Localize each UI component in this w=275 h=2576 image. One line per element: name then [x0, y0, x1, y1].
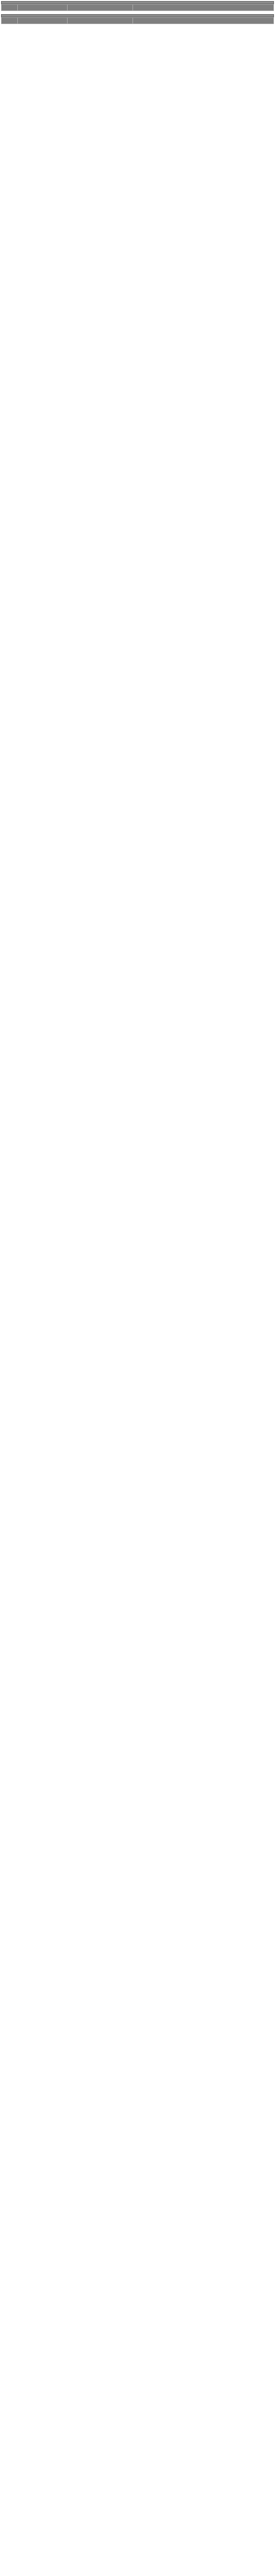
col-header-emec: [68, 5, 133, 11]
footer-header-row: [2, 18, 274, 24]
top-table: [1, 4, 274, 11]
header-row: [2, 5, 274, 11]
footer-table: [1, 17, 274, 24]
col-header-protocol: [18, 5, 68, 11]
document-page: [1, 1, 274, 24]
col-header-status: [133, 5, 274, 11]
col-header-ceic: [2, 5, 18, 11]
footer-col-ceic: [2, 18, 18, 24]
footer-col-emec: [68, 18, 133, 24]
footer-col-protocol: [18, 18, 68, 24]
footer-col-status: [133, 18, 274, 24]
